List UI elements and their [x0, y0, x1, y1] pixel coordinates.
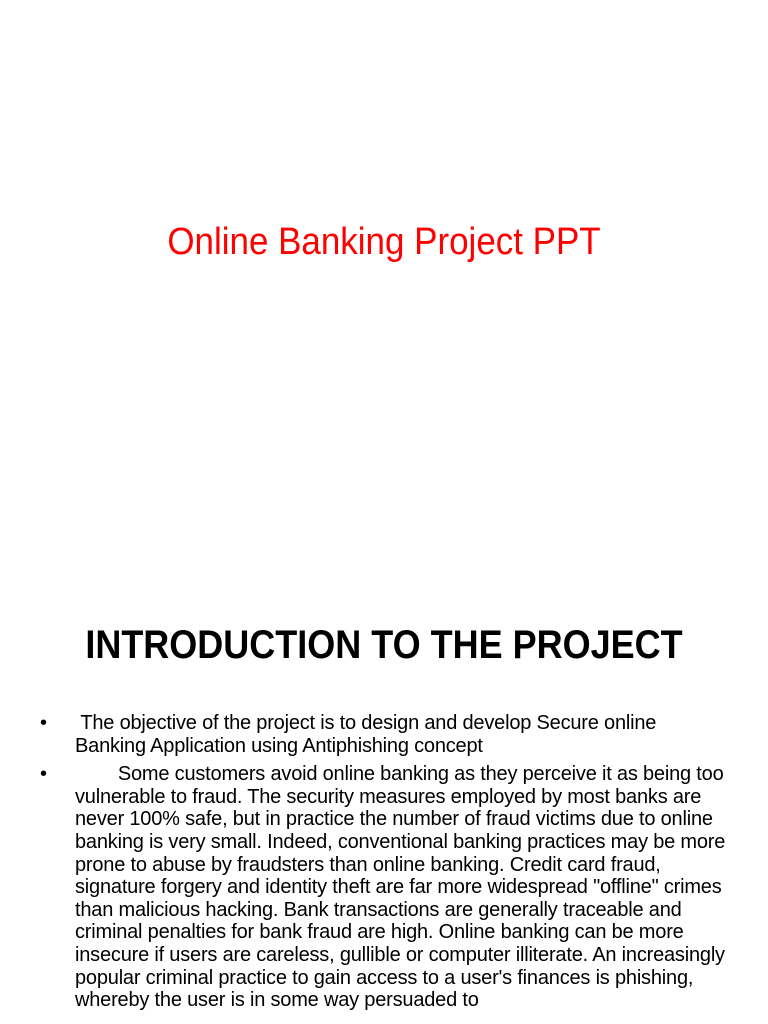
bullet-marker: •	[40, 763, 48, 786]
bullet-marker: •	[40, 712, 48, 734]
slide-introduction	[0, 576, 768, 1024]
bullet-item-objective	[40, 712, 730, 757]
bullet-list	[40, 712, 730, 1018]
bullet-text: The objective of the project is to design and develop Secure online Banking Application using Antiphishing concept	[75, 712, 662, 757]
bullet-text: Some customers avoid online banking as they perceive it as being too vulnerable to fraud. The security measures employed by most banks are never 100% safe, but in practice the number of fraud victims due to online banking is very small. Indeed, conventional banking practices may be more prone to abuse by fraudsters than online banking. Credit card fraud, signature forgery and identity theft are far more widespread "offline" crimes than malicious hacking. Bank transactions are generally traceable and criminal penalties for bank fraud are high. Online banking can be more insecure if users are careless, gullible or computer illiterate. An increasingly popular criminal practice to gain access to a user's finances is phishing, whereby the user is in some way persuaded to	[75, 763, 731, 1012]
slide-title: Online Banking Project PPT	[167, 221, 601, 263]
section-heading: INTRODUCTION TO THE PROJECT	[85, 623, 683, 667]
bullet-item-security	[40, 763, 730, 1012]
